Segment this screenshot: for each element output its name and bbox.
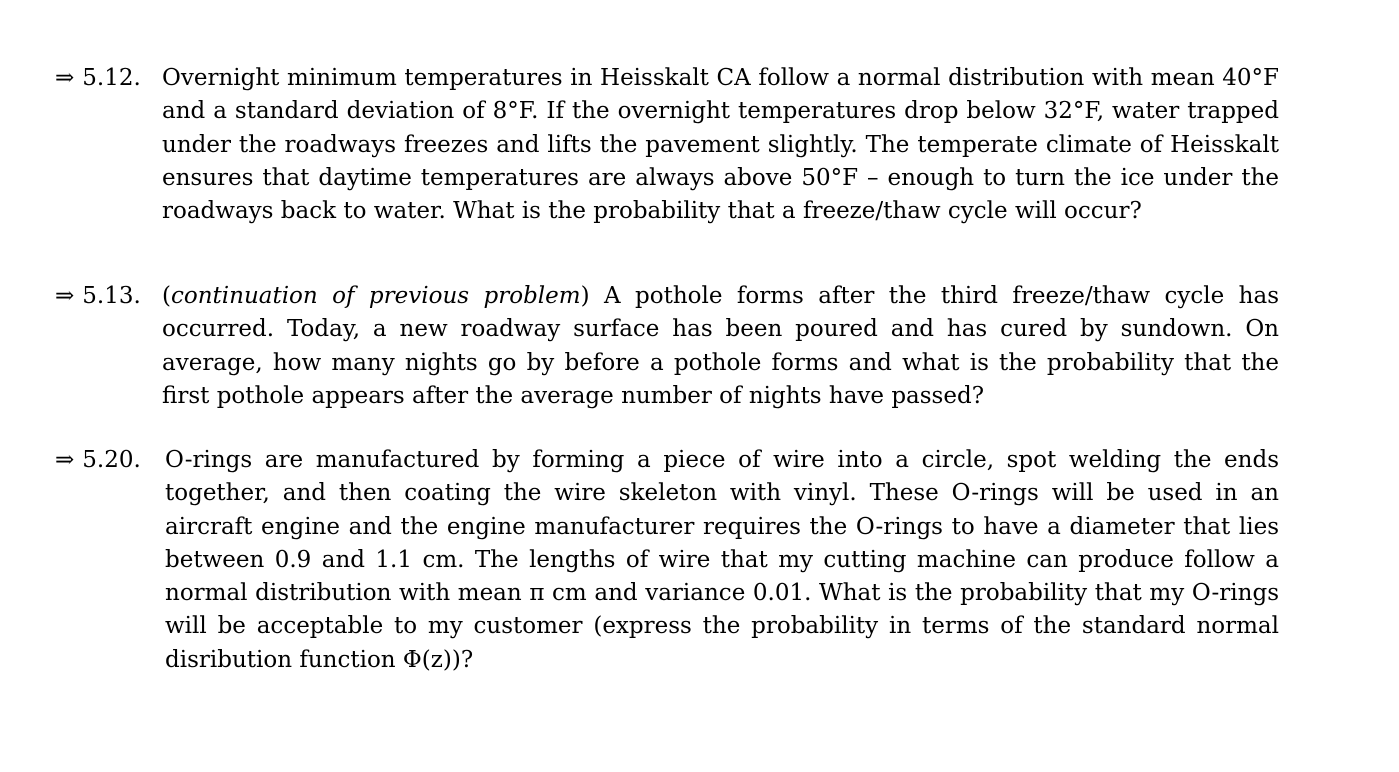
implies-arrow-icon: ⇒ (55, 447, 75, 473)
problem-5-13 (55, 280, 1279, 413)
problem-body: A pothole forms after the third freeze/thaw cycle has occurred. Today, a new roadway surface has been poured and has cured by sundown. On average, how many nights go by before a pothole forms and what is the probability that the first pothole appears after the average number of nights have passed? (162, 283, 1279, 409)
implies-arrow-icon: ⇒ (55, 65, 75, 91)
problem-number: 5.13. (82, 283, 141, 309)
problem-text: Overnight minimum temperatures in Heisskalt CA follow a normal distribution with mean 40°F and a standard deviation of 8°F. If the overnight temperatures drop below 32°F, water trapped under the roadways freezes and lifts the pavement slightly. The temperate climate of Heisskalt ensures that daytime temperatures are always above 50°F – enough to turn the ice under the roadways back to water. What is the probability that a freeze/thaw cycle will occur? (162, 65, 1279, 225)
problem-marker (55, 62, 141, 95)
problem-5-12 (55, 62, 1279, 228)
problem-text: (continuation of previous problem) A pothole forms after the third freeze/thaw cycle has occurred. Today, a new roadway surface has been poured and has cured by sundown. On average, how many nights go by before a pothole forms and what is the probability that the first pothole appears after the average number of nights have passed? (162, 283, 1279, 409)
problem-text: O-rings are manufactured by forming a piece of wire into a circle, spot welding the ends together, and then coating the wire skeleton with vinyl. These O-rings will be used in an aircraft engine and the engine manufacturer requires the O-rings to have a diameter that lies between 0.9 and 1.1 cm. The lengths of wire that my cutting machine can produce follow a normal distribution with mean π cm and variance 0.01. What is the probability that my O-rings will be acceptable to my customer (express the probability in terms of the standard normal disribution function Φ(z))? (165, 447, 1279, 673)
italic-note: continuation of previous problem (170, 283, 581, 309)
implies-arrow-icon: ⇒ (55, 283, 75, 309)
problem-marker (55, 444, 141, 477)
problem-number: 5.12. (82, 65, 141, 91)
problem-marker (55, 280, 141, 313)
problem-number: 5.20. (82, 447, 141, 473)
problem-5-20 (55, 444, 1279, 677)
